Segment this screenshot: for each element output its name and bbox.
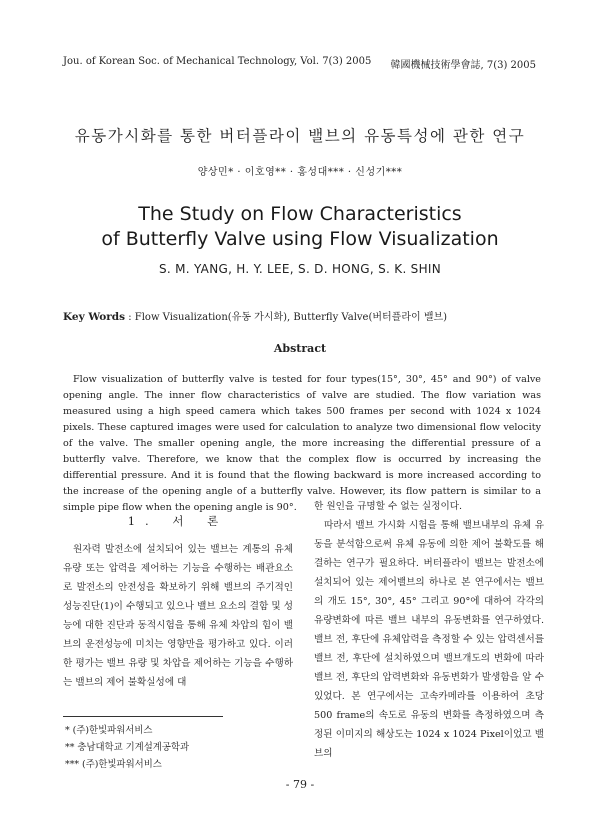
keywords-text: : Flow Visualization(유동 가시화), Butterfly Valve(버터플라이 밸브) <box>125 312 448 323</box>
right-column-paragraph-2: 따라서 밸브 가시화 시험을 통해 밸브내부의 유체 유동을 분석함으로써 유체 유동에 의한 제어 불확도를 해결하는 연구가 필요하다. 버터플라이 밸브는 발전소에 설치되어 있는 제어밸브의 하나로 본 연구에서는 밸브의 개도 15°, 30°, 45° 그리고 90°에 대하여 각각의 유량변화에 따른 밸브 내부의 유동변화를 연구하였다. 밸브 전, 후단에 유체압력을 측정할 수 있는 압력센서를 밸브 전, 후단에 설치하였으며 밸브개도의 변화에 따라 밸브 전, 후단의 압력변화와 유동변화가 발생함을 알 수 있었다. 본 연구에서는 고속카메라를 이용하여 초당 500 frame의 속도로 유동의 변화를 측정하였으며 측정된 이미지의 해상도는 1024 x 1024 Pixel이었고 밸브의 <box>314 520 544 759</box>
section-1-heading: 1. 서 론 <box>127 514 229 528</box>
left-column <box>63 540 293 692</box>
korean-authors: 양상민* · 이호영** · 홍성대*** · 신성기*** <box>197 167 403 178</box>
english-title-line-2: of Butterfly Valve using Flow Visualization <box>101 228 499 250</box>
journal-header-right: 韓國機械技術學會誌, 7(3) 2005 <box>390 60 536 71</box>
right-column <box>314 497 544 763</box>
footnote-affiliation-1: * (주)한빛파워서비스 <box>65 725 153 736</box>
korean-title: 유동가시화를 통한 버터플라이 밸브의 유동특성에 관한 연구 <box>74 127 526 145</box>
abstract-body <box>63 372 541 516</box>
abstract-heading: Abstract <box>273 342 327 355</box>
footnote-divider <box>63 716 223 717</box>
right-column-paragraph-1: 한 원인을 규명할 수 없는 실정이다. <box>314 501 463 512</box>
footnote-affiliation-3: *** (주)한빛파워서비스 <box>65 759 162 770</box>
abstract-paragraph: Flow visualization of butterfly valve is tested for four types(15°, 30°, 45° and 90°) of valve opening angle. The inner flow characteristics of valve are studied. The flow variation was measured using a high speed camera which takes 500 frames per second with 1024 x 1024 pixels. These captured images were used for calculation to analyze two dimensional flow velocity of the valve. The smaller opening angle, the more increasing the differential pressure of a butterfly valve. Therefore, we know that the complex flow is occurred by increasing the differential pressure. And it is found that the flowing backward is more increased according to the increase of the opening angle of a butterfly valve. However, its flow pattern is similar to a simple pipe flow when the opening angle is 90°. <box>63 374 541 513</box>
english-title-line-1: The Study on Flow Characteristics <box>138 203 462 225</box>
page-number: - 79 - <box>285 778 315 791</box>
keywords-line <box>63 308 543 323</box>
keywords-label: Key Words <box>63 311 126 323</box>
english-authors: S. M. YANG, H. Y. LEE, S. D. HONG, S. K. SHIN <box>158 262 442 276</box>
left-column-paragraph: 원자력 발전소에 설치되어 있는 밸브는 계통의 유체유량 또는 압력을 제어하는 기능을 수행하는 배관요소로 발전소의 안전성을 확보하기 위해 밸브의 주기적인 성능진단(1)이 수행되고 있으나 밸브 요소의 결함 및 성능에 대한 진단과 동적시험을 통해 유체 차압의 힘이 밸브의 운전성능에 미치는 영향만을 평가하고 있다. 이러한 평가는 밸브 유량 및 차압을 제어하는 기능을 수행하는 밸브의 제어 불확실성에 대 <box>63 544 293 688</box>
section-1-heading-wrap <box>63 508 293 542</box>
footnote-affiliation-2: ** 충남대학교 기계설계공학과 <box>65 742 190 753</box>
journal-header-left: Jou. of Korean Soc. of Mechanical Technology, Vol. 7(3) 2005 <box>63 56 372 67</box>
english-title <box>0 202 600 252</box>
